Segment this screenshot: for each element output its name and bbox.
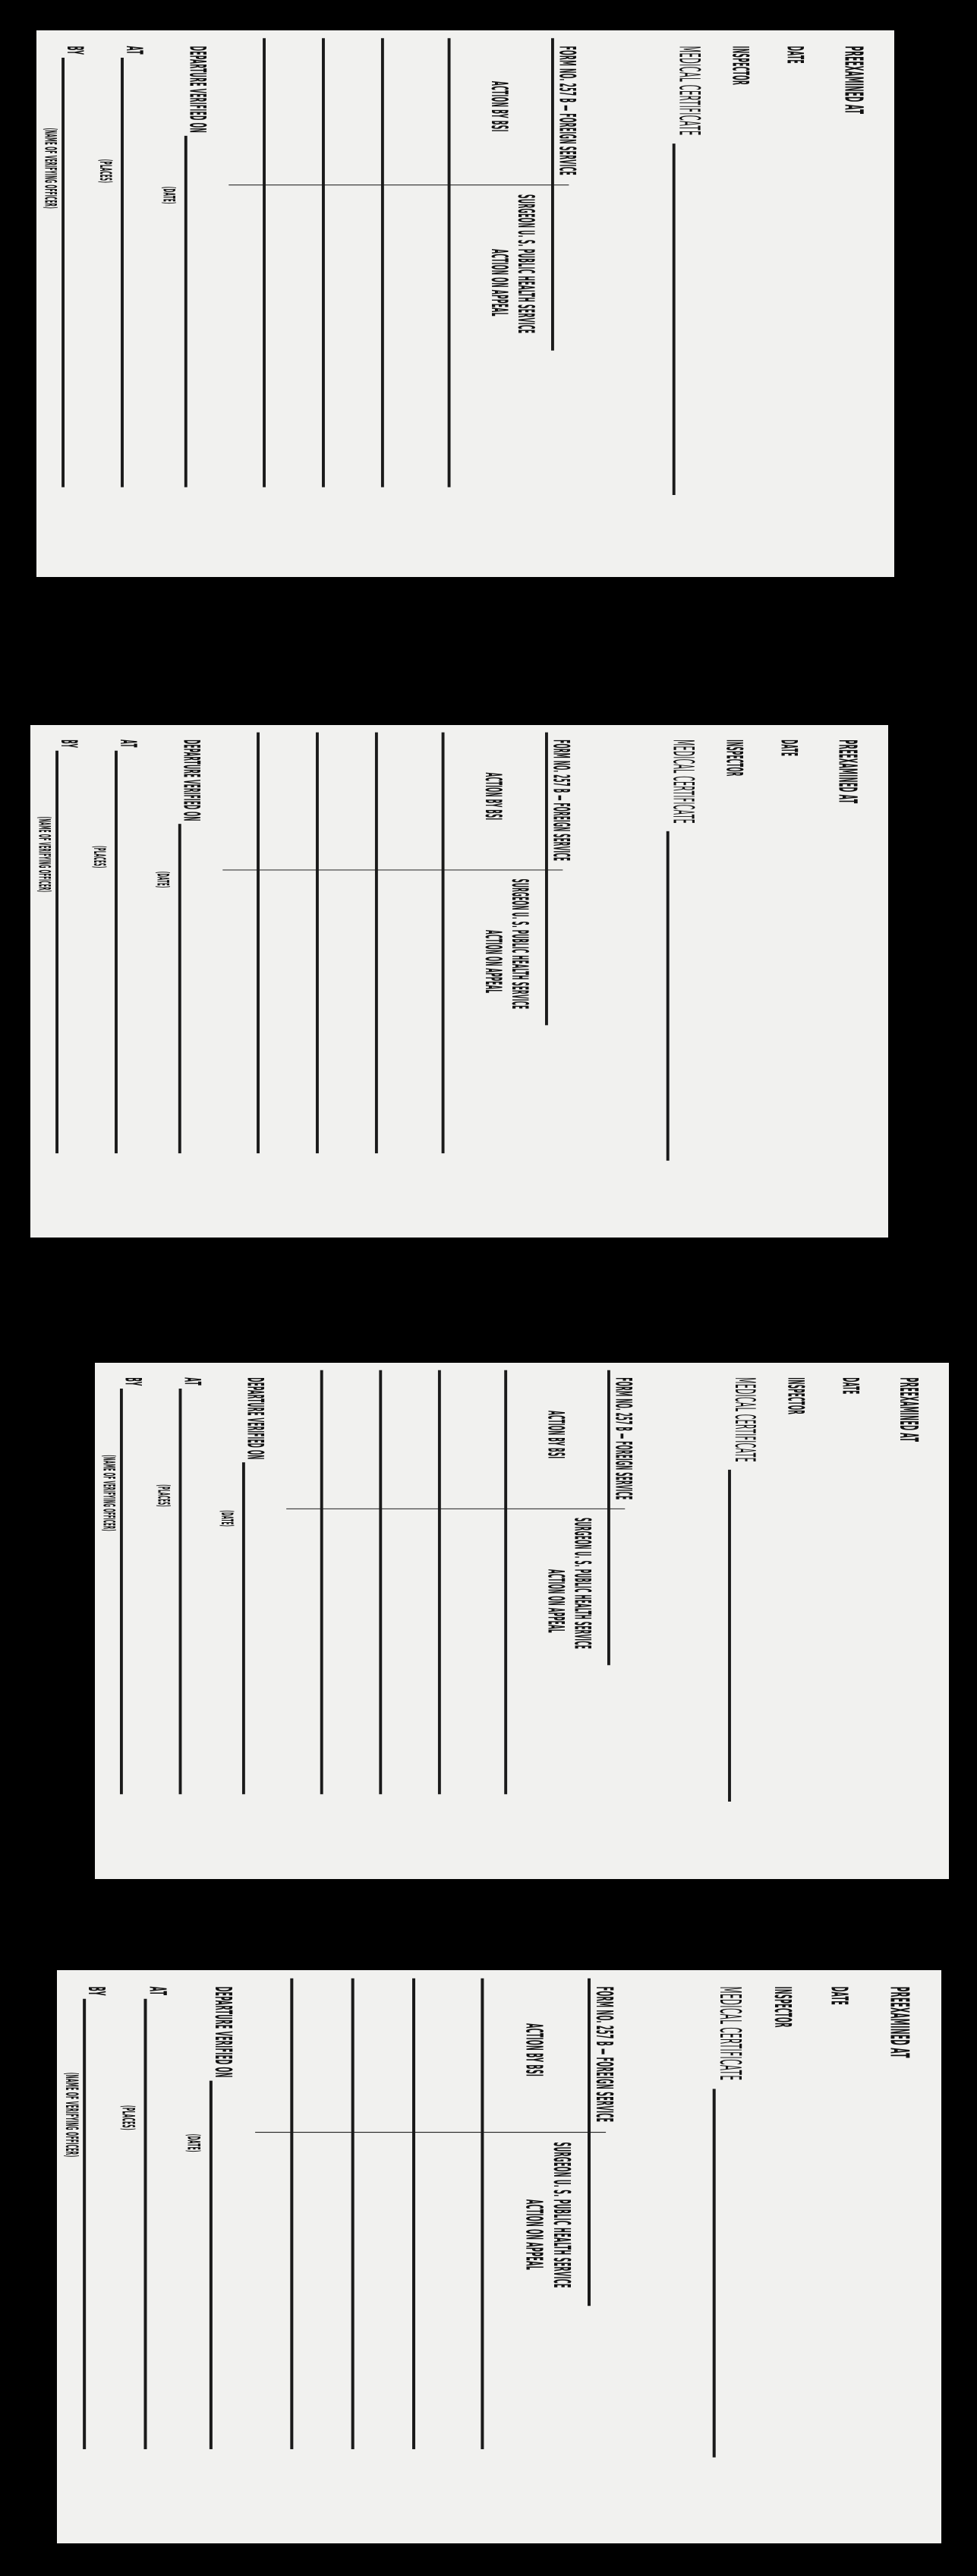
card-1 <box>36 30 894 577</box>
places-caption: (PLACES) <box>118 2105 138 2130</box>
action-on-appeal-label: ACTION ON APPEAL <box>542 1569 569 1633</box>
at-label: AT <box>115 739 142 748</box>
form-number-label: FORM NO. 257 B — FOREIGN SERVICE <box>591 1986 619 2123</box>
date-caption: (DATE) <box>159 186 179 204</box>
by-label: BY <box>55 739 83 749</box>
departure-verified-label: DEPARTURE VERIFIED ON <box>209 1986 238 2078</box>
departure-line <box>184 136 188 487</box>
departure-verified-label: DEPARTURE VERIFIED ON <box>241 1377 269 1460</box>
card-3 <box>95 1363 949 1879</box>
medical-certificate-label: MEDICAL CERTIFICATE <box>728 1377 761 1463</box>
date-label: DATE <box>825 1986 853 2006</box>
date-label: DATE <box>775 739 802 757</box>
at-line <box>179 1389 182 1794</box>
inspector-label: INSPECTOR <box>726 46 754 86</box>
action-by-bsi-label: ACTION BY BSI <box>480 772 507 821</box>
date-caption: (DATE) <box>216 1510 237 1528</box>
grid-line <box>448 38 451 487</box>
grid-divider <box>222 869 563 870</box>
card-content <box>30 725 888 1238</box>
grid-line <box>290 1979 293 2449</box>
action-by-bsi-label: ACTION BY BSI <box>486 80 513 132</box>
departure-verified-label: DEPARTURE VERIFIED ON <box>184 46 211 134</box>
grid-line <box>316 733 319 1153</box>
action-by-bsi-label: ACTION BY BSI <box>520 2023 548 2077</box>
date-label: DATE <box>837 1377 864 1395</box>
by-line <box>120 1389 123 1794</box>
inspector-label: INSPECTOR <box>782 1377 809 1415</box>
surgeon-label: SURGEON U. S. PUBLIC HEALTH SERVICE <box>512 194 540 334</box>
medical-certificate-label: MEDICAL CERTIFICATE <box>666 739 699 825</box>
date-caption: (DATE) <box>183 2133 203 2152</box>
grid-line <box>481 1979 484 2449</box>
by-line <box>55 751 58 1153</box>
grid-line <box>263 38 266 487</box>
grid-divider <box>228 184 569 185</box>
date-label: DATE <box>781 46 808 64</box>
grid-line <box>588 1979 591 2306</box>
at-line <box>121 58 124 487</box>
by-label: BY <box>83 1986 111 1996</box>
preexamined-at-label: PREEXAMINED AT <box>893 1377 923 1442</box>
grid-line <box>607 1370 610 1666</box>
departure-verified-label: DEPARTURE VERIFIED ON <box>178 739 205 821</box>
form-number-label: FORM NO. 257 B — FOREIGN SERVICE <box>610 1377 637 1500</box>
card-2 <box>30 725 888 1238</box>
surgeon-label: SURGEON U. S. PUBLIC HEALTH SERVICE <box>569 1518 596 1650</box>
by-line <box>61 58 65 487</box>
departure-line <box>178 824 181 1153</box>
departure-line <box>210 2081 213 2449</box>
card-content <box>36 30 894 577</box>
places-caption: (PLACES) <box>89 846 109 869</box>
date-caption: (DATE) <box>153 871 173 888</box>
preexamined-at-label: PREEXAMINED AT <box>883 1986 914 2058</box>
action-on-appeal-label: ACTION ON APPEAL <box>486 249 513 317</box>
inspector-label: INSPECTOR <box>769 1986 797 2028</box>
by-line <box>83 1999 86 2449</box>
preexamined-at-label: PREEXAMINED AT <box>837 46 868 115</box>
action-on-appeal-label: ACTION ON APPEAL <box>480 930 507 994</box>
medical-certificate-line <box>713 2089 716 2457</box>
surgeon-label: SURGEON U. S. PUBLIC HEALTH SERVICE <box>547 2142 575 2288</box>
grid-line <box>322 38 325 487</box>
by-label: BY <box>119 1377 147 1386</box>
at-line <box>143 1999 147 2449</box>
action-by-bsi-label: ACTION BY BSI <box>542 1411 569 1459</box>
grid-line <box>438 1370 441 1795</box>
card-content <box>57 1970 941 2543</box>
grid-divider <box>255 2132 606 2133</box>
grid-line <box>551 38 554 350</box>
form-number-label: FORM NO. 257 B — FOREIGN SERVICE <box>553 46 581 176</box>
verifying-officer-caption: (NAME OF VERIFYING OFFICER) <box>40 128 61 210</box>
grid-line <box>257 733 260 1153</box>
card-4 <box>57 1970 941 2543</box>
verifying-officer-caption: (NAME OF VERIFYING OFFICER) <box>34 816 55 893</box>
grid-line <box>320 1370 323 1795</box>
medical-certificate-line <box>667 831 670 1161</box>
places-caption: (PLACES) <box>95 159 115 184</box>
at-label: AT <box>121 46 148 55</box>
grid-line <box>375 733 378 1153</box>
medical-certificate-line <box>728 1470 731 1802</box>
medical-certificate-line <box>673 143 676 495</box>
card-content <box>95 1363 949 1879</box>
grid-line <box>412 1979 415 2449</box>
preexamined-at-label: PREEXAMINED AT <box>831 739 862 804</box>
at-label: AT <box>178 1377 206 1386</box>
at-label: AT <box>143 1986 172 1996</box>
departure-line <box>242 1462 245 1794</box>
medical-certificate-label: MEDICAL CERTIFICATE <box>712 1986 746 2081</box>
by-label: BY <box>61 46 89 55</box>
grid-line <box>379 1370 382 1795</box>
action-on-appeal-label: ACTION ON APPEAL <box>520 2199 548 2271</box>
surgeon-label: SURGEON U. S. PUBLIC HEALTH SERVICE <box>506 878 534 1010</box>
form-number-label: FORM NO. 257 B — FOREIGN SERVICE <box>547 739 575 862</box>
places-caption: (PLACES) <box>153 1484 173 1507</box>
grid-line <box>381 38 384 487</box>
at-line <box>115 751 118 1153</box>
verifying-officer-caption: (NAME OF VERIFYING OFFICER) <box>99 1455 119 1531</box>
verifying-officer-caption: (NAME OF VERIFYING OFFICER) <box>61 2072 82 2158</box>
grid-line <box>351 1979 355 2449</box>
medical-certificate-label: MEDICAL CERTIFICATE <box>672 46 705 136</box>
grid-line <box>504 1370 507 1795</box>
inspector-label: INSPECTOR <box>720 739 748 777</box>
grid-line <box>442 733 445 1153</box>
grid-line <box>545 733 548 1026</box>
